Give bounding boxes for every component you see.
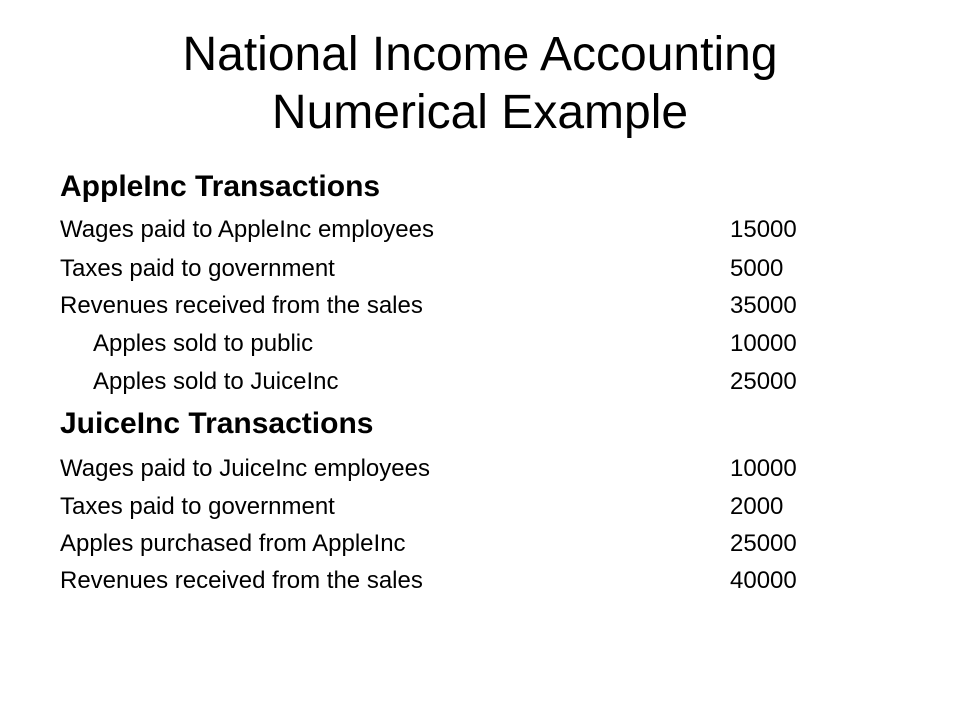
transaction-value: 25000: [730, 530, 797, 557]
section-heading-juiceinc: JuiceInc Transactions: [60, 407, 374, 440]
transaction-row: [60, 454, 860, 484]
slide-title: [0, 26, 960, 142]
transaction-row: [60, 215, 860, 245]
transaction-row: [60, 566, 860, 596]
transaction-label: Taxes paid to government: [60, 493, 335, 520]
transaction-label: Revenues received from the sales: [60, 292, 423, 319]
slide-title-line-1: National Income Accounting: [182, 28, 778, 81]
transaction-value: 25000: [730, 368, 797, 395]
transaction-row: [60, 291, 860, 321]
transaction-label: Revenues received from the sales: [60, 567, 423, 594]
transaction-label: Apples sold to public: [93, 330, 314, 357]
transaction-row: [60, 254, 860, 284]
transaction-value: 40000: [730, 567, 797, 594]
transaction-label: Wages paid to AppleInc employees: [60, 216, 435, 243]
transaction-label: Wages paid to JuiceInc employees: [60, 455, 430, 482]
transaction-value: 35000: [730, 292, 797, 319]
transaction-value: 10000: [730, 330, 797, 357]
slide-title-line-2: Numerical Example: [271, 86, 689, 139]
transaction-label: Apples purchased from AppleInc: [60, 530, 406, 557]
transaction-value: 5000: [730, 255, 784, 282]
transaction-subrow: [60, 367, 860, 397]
transaction-value: 10000: [730, 455, 797, 482]
section-heading-appleinc: AppleInc Transactions: [60, 170, 381, 203]
transaction-subrow: [60, 329, 860, 359]
transaction-value: 15000: [730, 216, 797, 243]
transaction-label: Taxes paid to government: [60, 255, 335, 282]
transaction-row: [60, 492, 860, 522]
transaction-label: Apples sold to JuiceInc: [93, 368, 339, 395]
transaction-row: [60, 529, 860, 559]
transaction-value: 2000: [730, 493, 784, 520]
